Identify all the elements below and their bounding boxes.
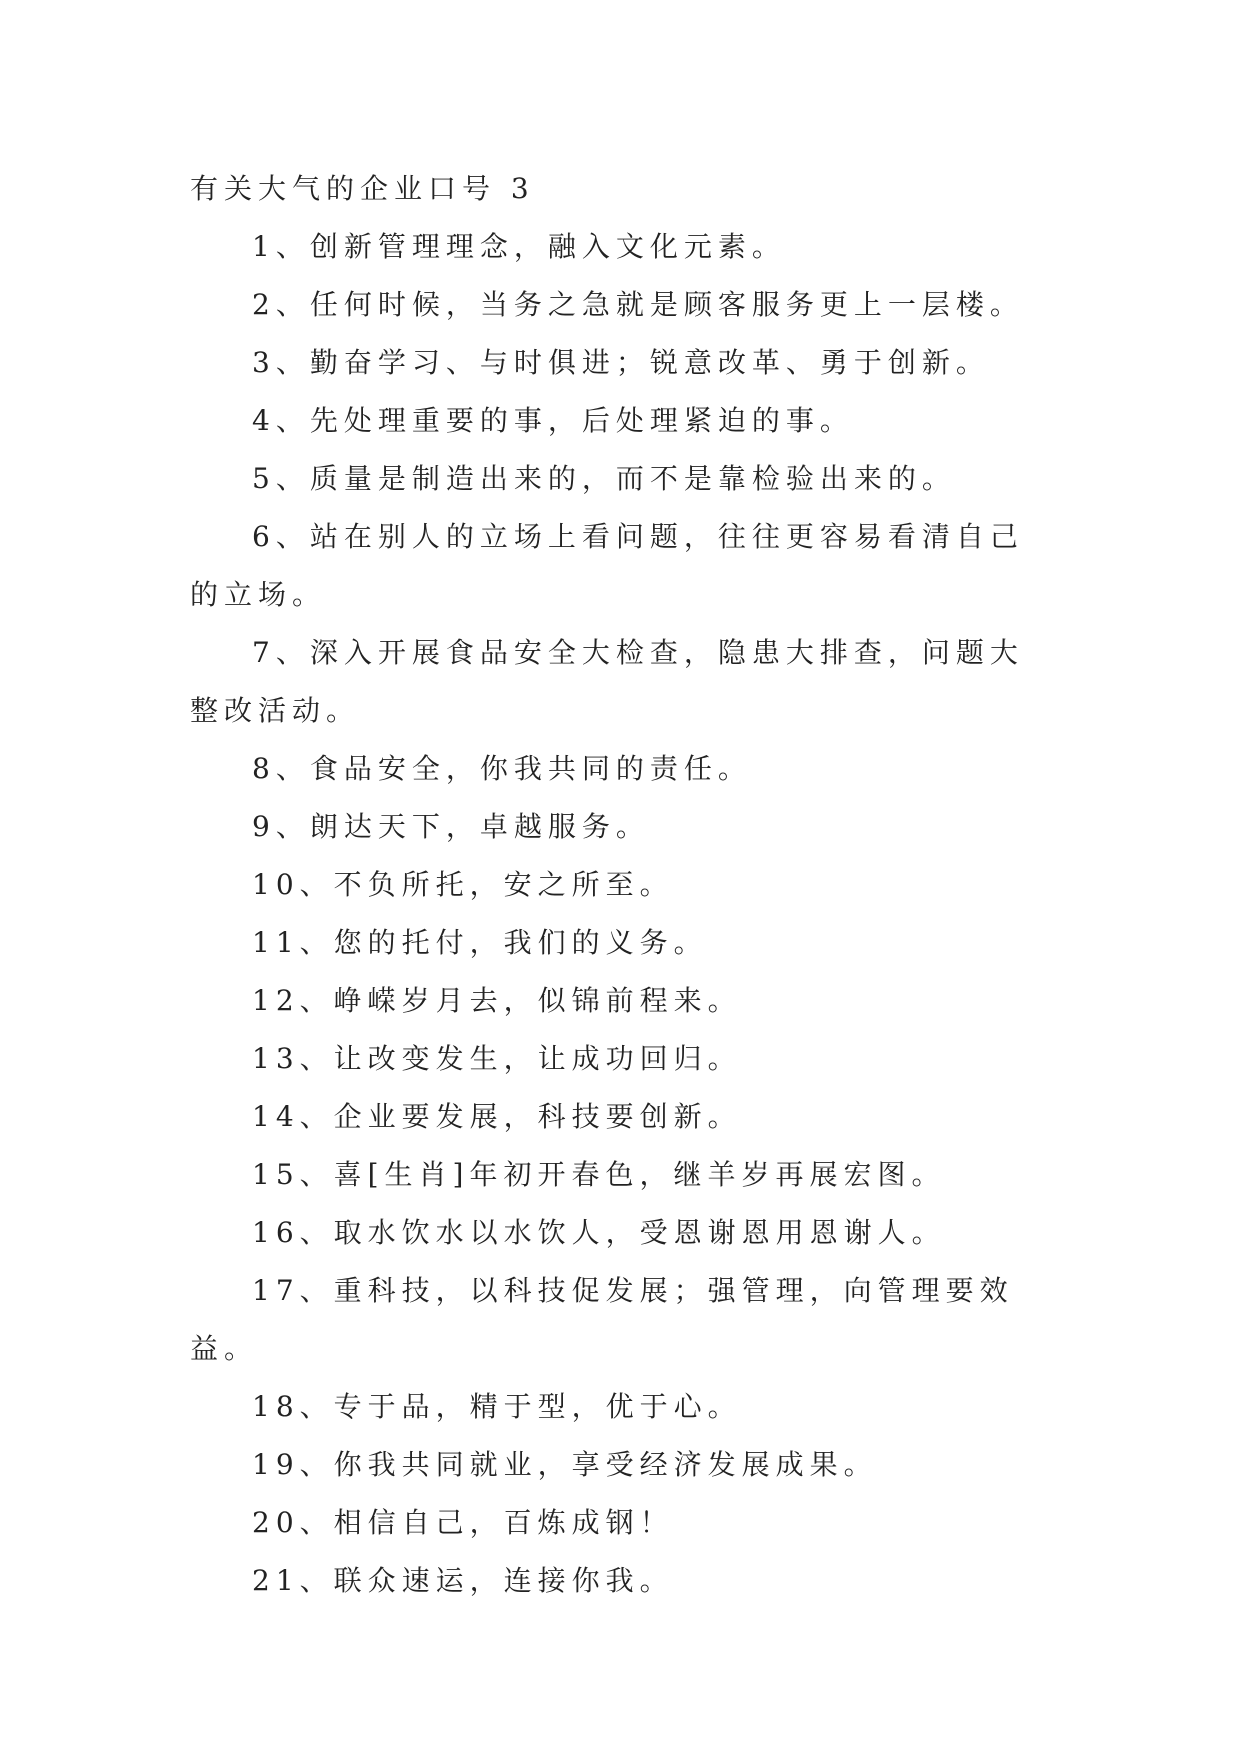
slogan-item-9: 9、朗达天下，卓越服务。 <box>252 810 650 843</box>
slogan-item-7: 7、深入开展食品安全大检查，隐患大排查，问题大整改活动。 <box>190 636 1024 727</box>
slogan-item-8: 8、食品安全，你我共同的责任。 <box>252 752 752 785</box>
slogan-item-2: 2、任何时候，当务之急就是顾客服务更上一层楼。 <box>252 288 1024 321</box>
slogan-item-10: 10、不负所托，安之所至。 <box>252 868 674 901</box>
slogan-item-19: 19、你我共同就业，享受经济发展成果。 <box>252 1448 878 1481</box>
document-title: 有关大气的企业口号 3 <box>190 172 535 205</box>
slogan-item-6: 6、站在别人的立场上看问题，往往更容易看清自己的立场。 <box>190 520 1024 611</box>
slogan-item-12: 12、峥嵘岁月去，似锦前程来。 <box>252 984 742 1017</box>
document-body <box>190 160 1050 1610</box>
slogan-item-16: 16、取水饮水以水饮人，受恩谢恩用恩谢人。 <box>252 1216 946 1249</box>
slogan-item-13: 13、让改变发生，让成功回归。 <box>252 1042 742 1075</box>
slogan-item-20: 20、相信自己，百炼成钢！ <box>252 1506 674 1539</box>
slogan-item-14: 14、企业要发展，科技要创新。 <box>252 1100 742 1133</box>
slogan-item-18: 18、专于品，精于型，优于心。 <box>252 1390 742 1423</box>
slogan-item-17: 17、重科技，以科技促发展；强管理，向管理要效益。 <box>190 1274 1014 1365</box>
slogan-item-5: 5、质量是制造出来的，而不是靠检验出来的。 <box>252 462 956 495</box>
slogan-item-21: 21、联众速运，连接你我。 <box>252 1564 674 1597</box>
slogan-item-11: 11、您的托付，我们的义务。 <box>252 926 708 959</box>
slogan-item-3: 3、勤奋学习、与时俱进；锐意改革、勇于创新。 <box>252 346 990 379</box>
slogan-item-15: 15、喜[生肖]年初开春色，继羊岁再展宏图。 <box>252 1158 946 1191</box>
slogan-item-4: 4、先处理重要的事，后处理紧迫的事。 <box>252 404 854 437</box>
slogan-item-1: 1、创新管理理念，融入文化元素。 <box>252 230 786 263</box>
